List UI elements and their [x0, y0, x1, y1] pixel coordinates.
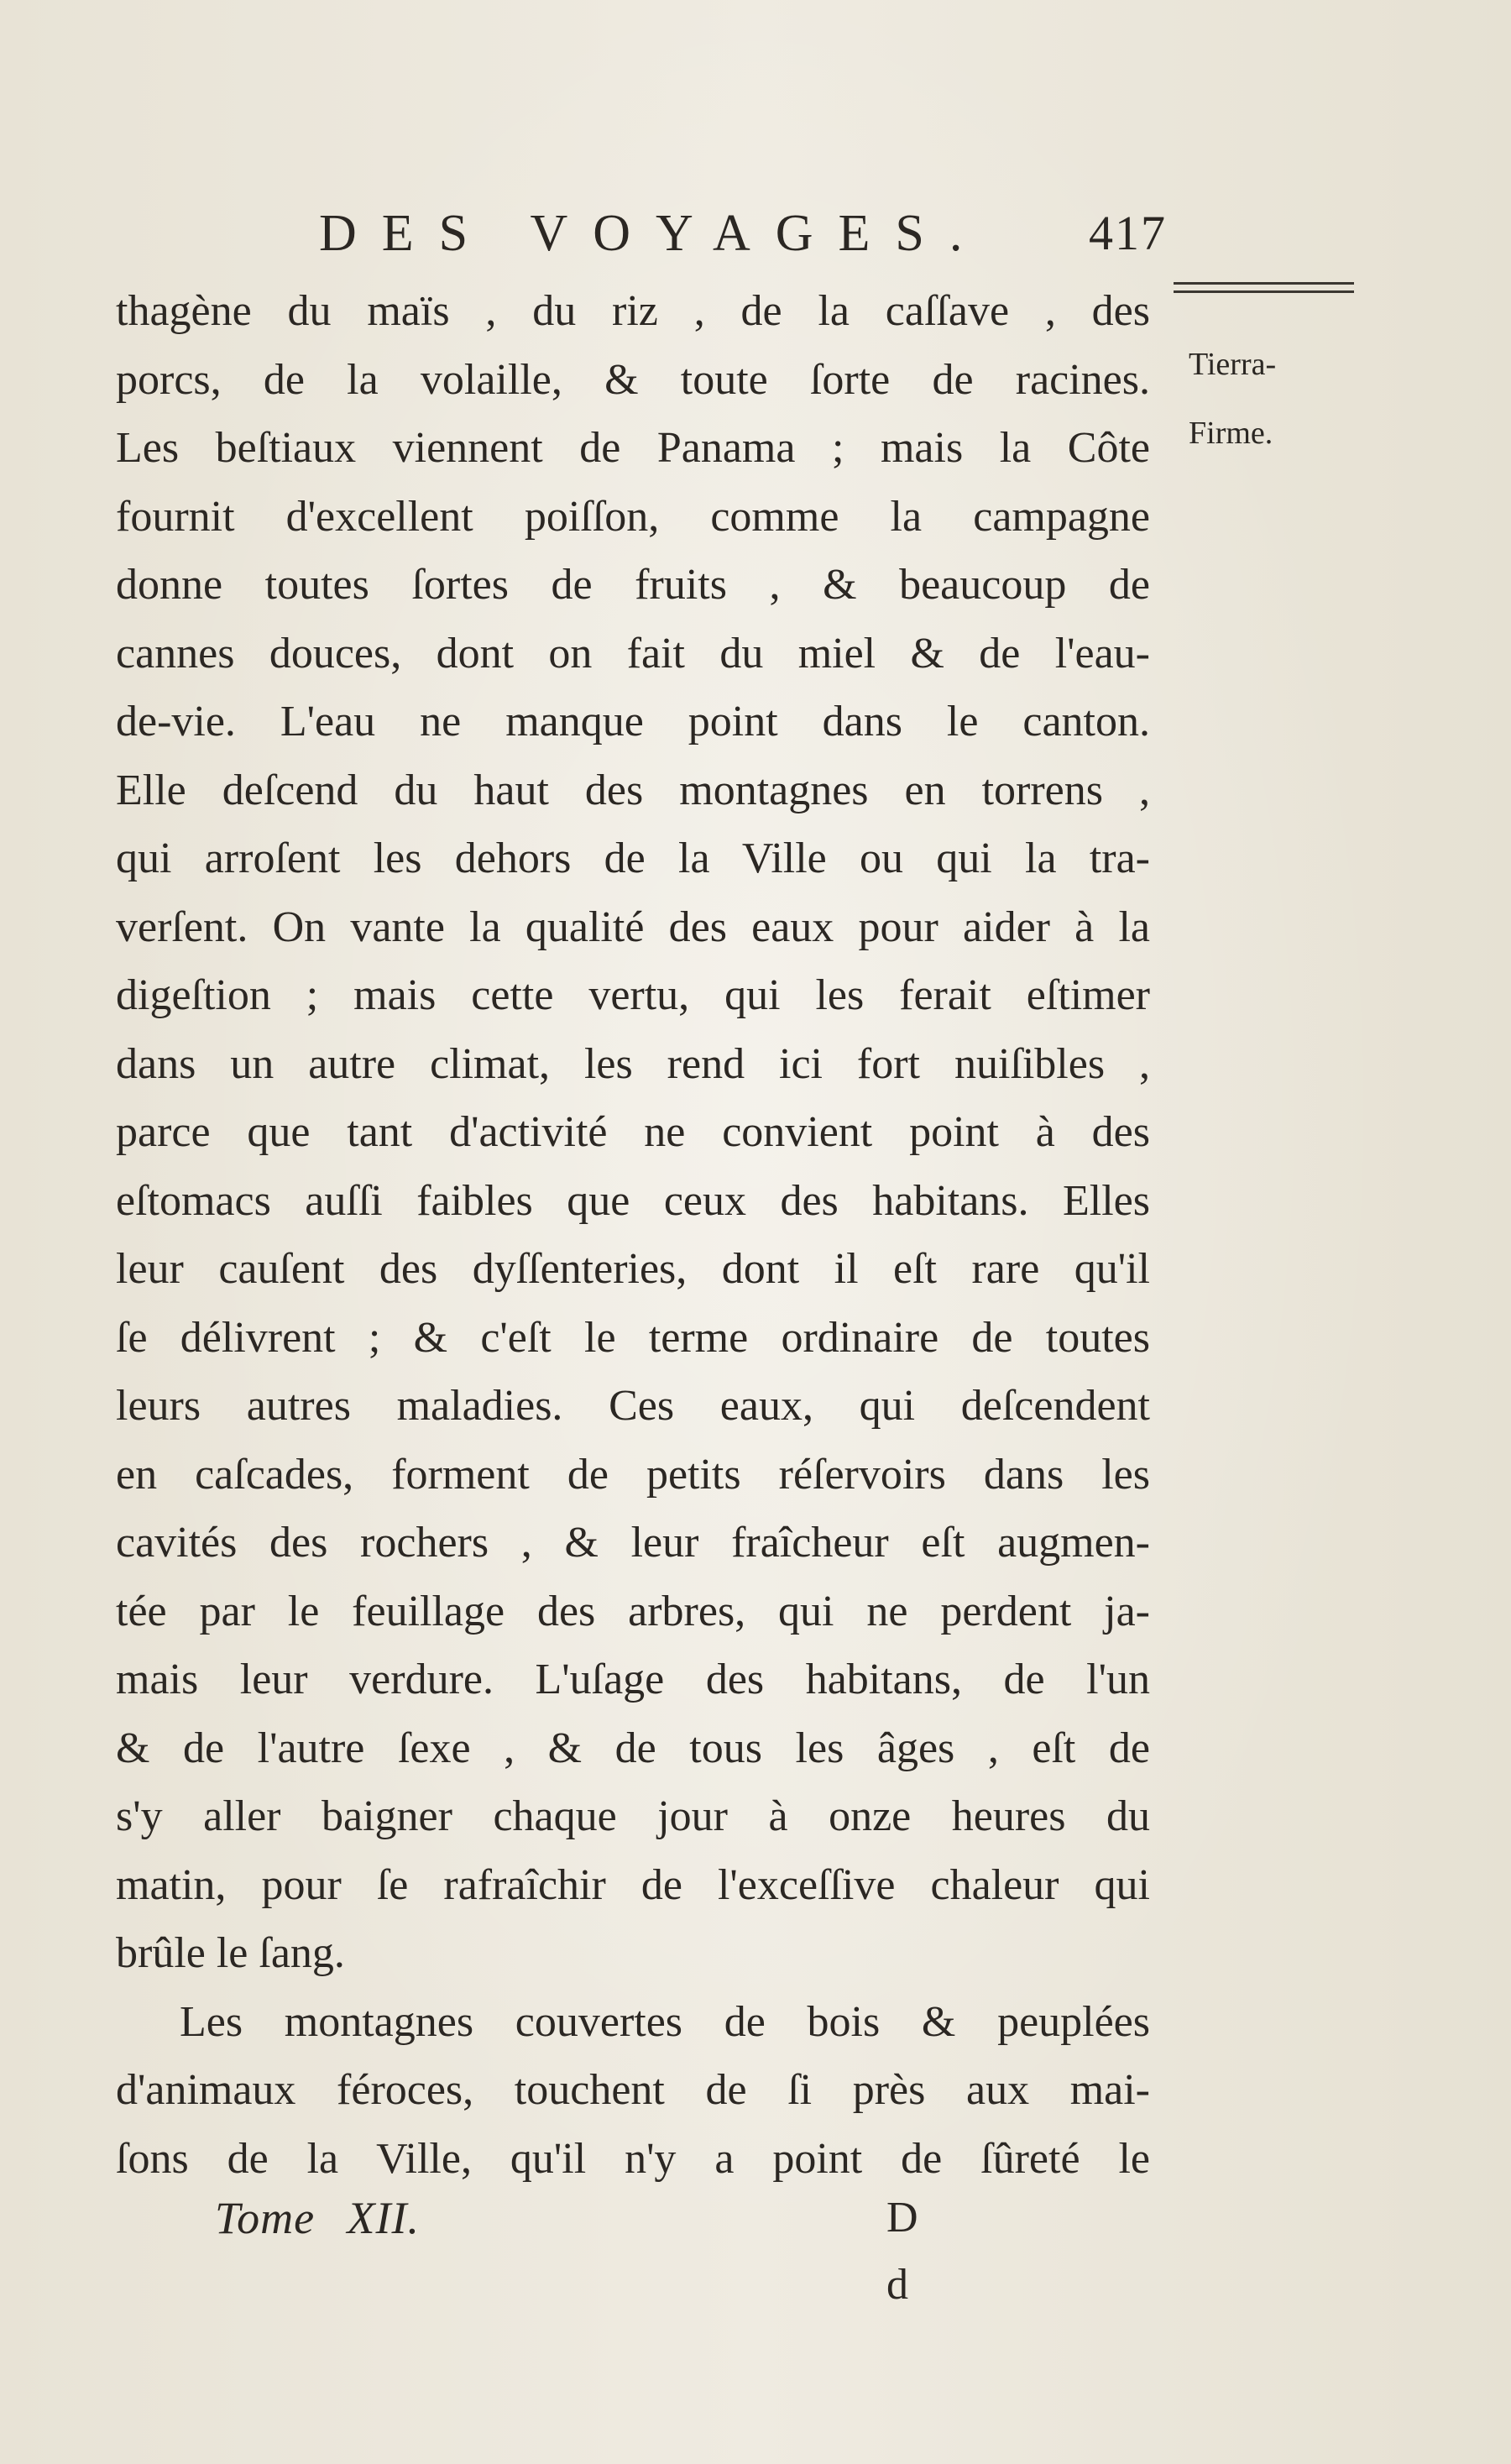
running-title: DES VOYAGES. — [319, 205, 988, 262]
text-line: eſtomacs auſſi faibles que ceux des habitans. Elles — [116, 1176, 1150, 1225]
running-header — [319, 200, 1167, 267]
text-line: cavités des rochers , & leur fraîcheur eſt augmen- — [116, 1519, 1150, 1567]
text-line: dans un autre climat, les rend ici fort nuiſibles , — [116, 1039, 1150, 1088]
text-line: brûle le ſang. — [116, 1929, 345, 1977]
text-line: thagène du maïs , du riz , de la caſſave , des — [116, 287, 1150, 335]
text-line: parce que tant d'activité ne convient point à des — [116, 1108, 1150, 1156]
text-line: leurs autres maladies. Ces eaux, qui deſcendent — [116, 1382, 1150, 1430]
text-line: leur cauſent des dyſſenteries, dont il eſt rare qu'il — [116, 1245, 1150, 1293]
signature-mark: D d — [886, 2194, 928, 2309]
text-line: Elle deſcend du haut des montagnes en torrens , — [116, 766, 1150, 814]
margin-note — [1174, 282, 1367, 468]
page-number: 417 — [1089, 206, 1167, 260]
volume-label: Tome XII. — [215, 2193, 420, 2243]
text-line: ſe délivrent ; & c'eſt le terme ordinaire de toutes — [116, 1313, 1150, 1362]
margin-rule — [1174, 282, 1354, 293]
text-line: tée par le feuillage des arbres, qui ne perdent ja- — [116, 1587, 1150, 1635]
text-line: fournit d'excellent poiſſon, comme la campagne — [116, 492, 1150, 541]
text-line: porcs, de la volaille, & toute ſorte de racines. — [116, 355, 1150, 404]
text-line: digeſtion ; mais cette vertu, qui les ferait eſtimer — [116, 971, 1150, 1019]
text-line: s'y aller baigner chaque jour à onze heures du — [116, 1792, 1150, 1840]
text-line: Les montagnes couvertes de bois & peuplées — [180, 1997, 1150, 2046]
text-line: d'animaux féroces, touchent de ſi près aux mai- — [116, 2066, 1150, 2114]
text-line: mais leur verdure. L'uſage des habitans, de l'un — [116, 1656, 1150, 1703]
margin-note-line: Firme. — [1189, 416, 1273, 451]
margin-note-line: Tierra- — [1189, 347, 1277, 382]
text-line: ſons de la Ville, qu'il n'y a point de ſûreté le — [116, 2134, 1150, 2183]
text-line: en caſcades, forment de petits réſervoirs dans les — [116, 1450, 1150, 1499]
text-line: donne toutes ſortes de fruits , & beaucoup de — [116, 561, 1150, 609]
text-line: qui arroſent les dehors de la Ville ou qui la tra- — [116, 834, 1150, 882]
text-line: cannes douces, dont on fait du miel & de l'eau- — [116, 629, 1150, 677]
text-line: de-vie. L'eau ne manque point dans le canton. — [116, 698, 1150, 745]
page-footer — [215, 2184, 970, 2309]
text-line: matin, pour ſe rafraîchir de l'exceſſive chaleur qui — [116, 1860, 1150, 1909]
body-text — [116, 277, 1150, 2193]
text-line: Les beſtiaux viennent de Panama ; mais la Côte — [116, 424, 1150, 472]
text-line: & de l'autre ſexe , & de tous les âges , eſt de — [116, 1724, 1150, 1772]
text-line: verſent. On vante la qualité des eaux pour aider à la — [116, 902, 1150, 951]
